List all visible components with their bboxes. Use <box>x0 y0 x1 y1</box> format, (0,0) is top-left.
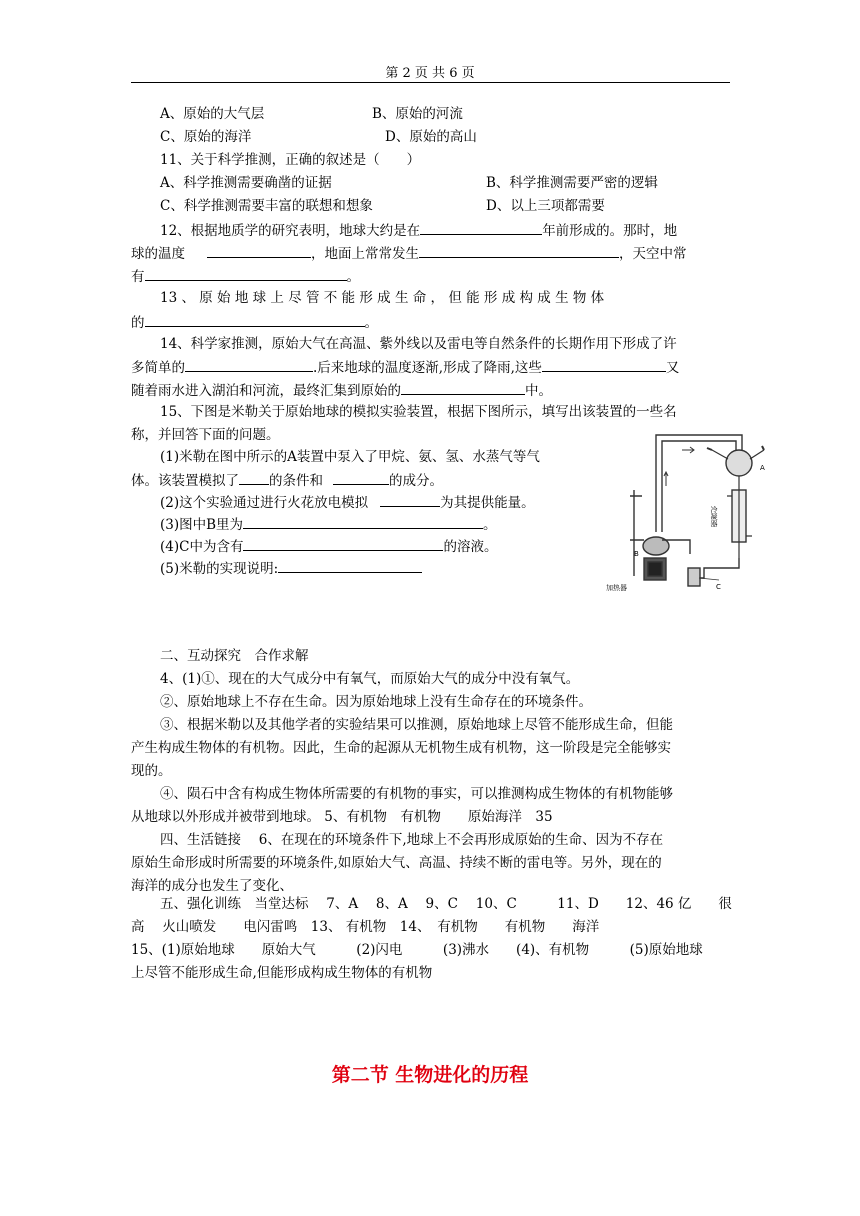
answer-section5-2: 高 火山喷发 电闪雷鸣 13、 有机物 14、 有机物 有机物 海洋 <box>131 919 600 935</box>
answer-section5-4: 上尽管不能形成生命,但能形成构成生物体的有机物 <box>131 965 433 981</box>
q15-blank-condition[interactable] <box>239 471 269 485</box>
figure-label-a: A <box>760 464 765 472</box>
q11-option-a: A、科学推测需要确凿的证据 <box>160 175 332 191</box>
answer-4-4b: 从地球以外形成并被带到地球。 5、有机物 有机物 原始海洋 35 <box>131 809 553 825</box>
q15-sub2 <box>160 493 535 511</box>
q15-sub1a: (1)米勒在图中所示的A装置中泵入了甲烷、氨、氢、水蒸气等气 <box>160 449 540 465</box>
q15-text: 的溶液。 <box>443 539 498 555</box>
q14-blank-these[interactable] <box>542 358 666 372</box>
q13-blank[interactable] <box>145 313 365 327</box>
q12-text: ，天空中常 <box>619 246 687 262</box>
q15-text: 为其提供能量。 <box>440 495 535 511</box>
figure-label-heater: 加热器 <box>606 584 627 592</box>
q15-sub1b <box>131 471 443 489</box>
q15-text: (4)C中为含有 <box>160 539 244 555</box>
answer-4-3c: 现的。 <box>131 763 172 779</box>
q14-text: .后来地球的温度逐渐,形成了降雨,这些 <box>313 360 542 376</box>
q12-line1 <box>160 221 677 239</box>
q13-text: 的 <box>131 315 145 331</box>
q14-text: 多简单的 <box>131 360 185 376</box>
answer-4-3a: ③、根据米勒以及其他学者的实验结果可以推测，原始地球上尽管不能形成生命，但能 <box>160 717 673 733</box>
q15-text: 体。该装置模拟了 <box>131 473 239 489</box>
section-title: 第二节 生物进化的历程 <box>331 1064 529 1086</box>
q15-text: 的条件和 <box>269 473 323 489</box>
q11-option-d: D、以上三项都需要 <box>486 198 605 214</box>
q14-text: 又 <box>665 360 680 376</box>
q12-text: 年前形成的。那时，地 <box>542 223 678 239</box>
answers-section2-heading: 二、互动探究 合作求解 <box>160 648 309 664</box>
q12-blank-ground[interactable] <box>419 244 619 258</box>
answer-section4-a: 四、生活链接 6、在现在的环境条件下,地球上不会再形成原始的生命、因为不存在 <box>160 832 664 848</box>
q14-line3 <box>131 381 552 399</box>
answer-4-3b: 产生构成生物体的有机物。因此，生命的起源从无机物生成有机物，这一阶段是完全能够实 <box>131 740 671 756</box>
figure-label-condenser: 冷凝器 <box>710 506 718 527</box>
q15-sub3 <box>160 515 497 533</box>
q15-sub4 <box>160 537 497 555</box>
q14-blank-ocean[interactable] <box>401 381 525 395</box>
q13-line1: 13 、 原 始 地 球 上 尽 管 不 能 形 成 生 命 ， 但 能 形 成 构 成 生 物 体 <box>160 290 605 306</box>
q10-option-c: C、原始的海洋 <box>160 129 252 145</box>
q14-text: 随着雨水进入湖泊和河流，最终汇集到原始的 <box>131 383 401 399</box>
q11-stem: 11、关于科学推测，正确的叙述是（ ） <box>160 152 421 168</box>
answer-4-1: 4、(1)①、现在的大气成分中有氧气，而原始大气的成分中没有氧气。 <box>160 671 580 687</box>
q10-option-d: D、原始的高山 <box>385 129 477 145</box>
q13-text: 。 <box>364 315 378 331</box>
q12-text: 12、根据地质学的研究表明，地球大约是在 <box>160 223 421 239</box>
answer-section4-b: 原始生命形成时所需要的环境条件,如原始大气、高温、持续不断的雷电等。另外，现在的 <box>131 855 662 871</box>
answer-4-4a: ④、陨石中含有构成生物体所需要的有机物的事实，可以推测构成生物体的有机物能够 <box>160 786 673 802</box>
q15-text: (3)图中B里为 <box>160 517 244 533</box>
q15-text: 的成分。 <box>389 473 443 489</box>
page-header: 第 2 页 共 6 页 <box>385 66 475 81</box>
q13-line2 <box>131 313 378 331</box>
q15-blank-spark[interactable] <box>380 493 440 507</box>
answer-section5-3: 15、(1)原始地球 原始大气 (2)闪电 (3)沸水 (4)、有机物 (5)原始地球 <box>131 942 703 958</box>
q12-text: 球的温度 <box>131 246 185 262</box>
q14-line1: 14、科学家推测，原始大气在高温、紫外线以及雷电等自然条件的长期作用下形成了许 <box>160 336 677 352</box>
q15-line1: 15、下图是米勒关于原始地球的模拟实验装置，根据下图所示，填写出该装置的一些名 <box>160 404 677 420</box>
q10-option-a: A、原始的大气层 <box>160 106 265 122</box>
q14-text: 中。 <box>525 383 552 399</box>
q15-blank-c[interactable] <box>243 537 443 551</box>
q15-blank-conclusion[interactable] <box>278 559 422 573</box>
q12-line2 <box>131 244 687 262</box>
q15-text: (2)这个实验通过进行火花放电模拟 <box>160 495 369 511</box>
q15-blank-composition[interactable] <box>333 471 389 485</box>
miller-apparatus-figure <box>594 428 766 595</box>
q12-blank-age[interactable] <box>420 221 542 235</box>
answer-section5-1: 五、强化训练 当堂达标 7、A 8、A 9、C 10、C 11、D 12、46 亿 很 <box>160 896 732 912</box>
q14-line2 <box>131 358 679 376</box>
q14-blank-molecules[interactable] <box>185 358 313 372</box>
q11-option-b: B、科学推测需要严密的逻辑 <box>486 175 658 191</box>
q12-text: 有 <box>131 269 145 285</box>
q15-text: 。 <box>483 517 497 533</box>
q12-line3 <box>131 267 360 285</box>
q10-option-b: B、原始的河流 <box>372 106 463 122</box>
q15-text: (5)米勒的实现说明: <box>160 561 279 577</box>
q12-blank-sky[interactable] <box>145 267 347 281</box>
q15-sub5 <box>160 559 422 577</box>
q11-option-c: C、科学推测需要丰富的联想和想象 <box>160 198 373 214</box>
q15-blank-b[interactable] <box>243 515 483 529</box>
figure-label-b: B <box>634 550 639 558</box>
q12-blank-temperature[interactable] <box>207 244 311 258</box>
answer-4-2: ②、原始地球上不存在生命。因为原始地球上没有生命存在的环境条件。 <box>160 694 592 710</box>
q12-text: 。 <box>346 269 360 285</box>
q15-line2: 称，并回答下面的问题。 <box>131 427 280 443</box>
figure-label-c: C <box>716 583 721 591</box>
answer-section4-c: 海洋的成分也发生了变化、 <box>131 878 293 894</box>
q12-text: ，地面上常常发生 <box>311 246 419 262</box>
header-rule <box>131 82 730 83</box>
